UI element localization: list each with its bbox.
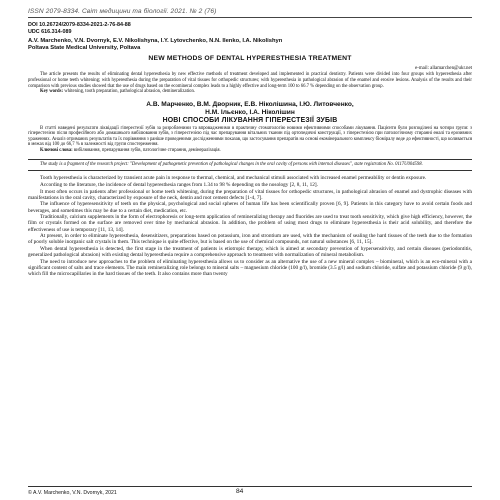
body-paragraph: It most often occurs in patients after professional or home teeth whitening, during the preparation of vital tissues for orthopedic structures, in pathological abrasion of enamel and dystrophic diseases with manifestations in the oral cavity, characterized by exposure of the neck, dentin and root cement defects [1-4, 7]. [28, 188, 472, 201]
body-paragraph: Traditionally, calcium supplements in the form of electrophoresis or long-term application of remineralizing therapy and fluorides are used to treat tooth sensitivity, which give high efficiency, however, the film or crystals formed on the surface are removed over time by mechanical abrasion. In addition, the problem of using most drugs to eliminate hyperesthesia is their acid solubility, and therefore the effectiveness of use is temporary [11, 13, 14]. [28, 214, 472, 233]
journal-header: ISSN 2079-8334. Світ медицини та біології. 2021. № 2 (76) [28, 8, 217, 15]
authors-ukrainian [28, 101, 472, 117]
article-title-ua: НОВІ СПОСОБИ ЛІКУВАННЯ ГІПЕРЕСТЕЗІЇ ЗУБІВ [162, 117, 338, 125]
authors-english [28, 38, 472, 52]
udc-line: UDC 616.314-089 [28, 29, 72, 35]
doi-line: DOI 10.26724/2079-8334-2021-2-76-84-88 [28, 22, 131, 28]
contact-email: e-mail: allamarchen@ukr.net [415, 66, 472, 72]
keywords-ukrainian [28, 148, 472, 154]
footer-rule [28, 486, 472, 487]
article-title-en: NEW METHODS OF DENTAL HYPERESTHESIA TREATMENT [148, 55, 352, 63]
keywords-text-en: whitening, tooth preparation, pathological abrasion, demineralization. [64, 89, 196, 95]
author-list-ua-line1: А.В. Марченко, В.М. Дворник, Е.В. Ніколішина, І.Ю. Литовченко, [146, 100, 354, 108]
article-page [28, 8, 472, 496]
abstract-ukrainian: В статті наведені результати ліквідації гіперестезії зубів за розробленими та впровадженими в практичну стоматологію новими ефективними способами лікування. Пацієнти були розподілені на чотири групи: з гіперестезією після професійного або домашнього вибілювання зубів, з гіперестезією під час препарування вітальних тканин під ортопедичні конструкції, з гіперестезією при патологічному стиранні емалі та ерозивних ураженнях. Аналіз отриманих результатів та їх порівняння з раніше проведеними дослідженнями показав, що застосування препаратів на основі екомінерального комплексу біоміралу веде до ефективності, що коливається в межах від 100 до 66,7 % в залежності від групи спостереження. [28, 125, 472, 148]
header-rule [28, 17, 472, 18]
body-paragraph: According to the literature, the incidence of dental hyperesthesia ranges from 1.34 to 98 % depending on the nosology [2, 8, 11, 12]. [40, 181, 318, 188]
page-footer [28, 486, 472, 496]
article-body [28, 175, 472, 277]
keywords-label-en: Key words: [40, 89, 64, 95]
body-paragraph: Tooth hyperesthesia is characterized by transient acute pain in response to thermal, chemical, and mechanical stimuli associated with increased enamel permeability or dentin exposure. [40, 175, 427, 182]
body-paragraph: The influence of hyperesensitivity of teeth on the physical, psychological and social spheres of human life has been scientifically proven [6, 9]. Patients in this category have to avoid certain foods and beverages, and sometimes this may be due to a certain diet, medication, etc. [28, 201, 472, 214]
keywords-text-ua: вибілювання, препарування зубів, патологічне стирання, демінералізація. [73, 148, 221, 154]
article-identifiers [28, 22, 472, 36]
page-number: 84 [236, 488, 244, 495]
keywords-label-ua: Ключові слова: [40, 148, 73, 154]
keywords-english [28, 89, 472, 95]
body-paragraph: When dental hyperesthesia is detected, the first stage in the treatment of patients is etiotropic therapy, which is aimed at secondary prevention of hypersensitivity, and certain diseases (periodontitis, generalized pathological abrasion) with existing dental hyperesthesia require a comprehensive approach to treatment with normalization of mineral metabolism. [28, 245, 472, 259]
affiliation-en: Poltava State Medical University, Poltava [28, 45, 141, 52]
author-list-en: A.V. Marchenko, V.N. Dvornyk, E.V. Nikolishyna, I.Y. Lytovchenko, N.N. Ilenko, I.A. Nikolishyn [28, 38, 283, 44]
body-paragraph: At present, in order to eliminate hyperesthesia, desensitizers, preparations based on potassium, iron and strontium are used, with the mechanism of sealing the hard tissues of the teeth due to the formation of poorly soluble inorganic salt crystals in them. This technique is quite effective, but is based on the use of chemical compounds, not natural substances [6, 11, 15]. [28, 233, 472, 246]
abstract-english: The article presents the results of eliminating dental hyperesthesia by new effective methods of treatment developed and implemented in practical dentistry. Patients were divided into four groups with hyperesthesia after professional or home teeth whitening; with hyperesthesia during the preparation of vital tissues for orthopedic structures; with hyperesthesia in pathological abrasion of the enamel and erosive lesions. Analysis of the results and their comparison with previous studies showed that the use of drugs based on the ecomineral complex leads to a highly effective and long-term 100 to 66.7 % depending on the observation group. [28, 72, 472, 89]
author-list-ua-line2: Н.М. Ільєнко, І.А. Ніколішин [205, 108, 295, 116]
body-paragraph: The need to introduce new approaches to the problem of eliminating hyperesthesia allows us to consider as an alternative the use of a new mineral complex – biomineral, which is an eco-mineral with a significant content of salts and trace elements. The main remineralizing role belongs to mineral salts – magnesium chloride (100 g/l), bromide (3.5 g/l) and sodium chloride, sulfate and potassium chloride (9 g/l), which fill the microcapillaries in the hard tissues of the teeth. It also contains more than twenty [28, 258, 472, 278]
copyright-notice: © A.V. Marchenko, V.N. Dvornyk, 2021 [28, 490, 117, 496]
research-project-note: The study is a fragment of the research project: "Development of pathogenetic prevention of pathological changes in the oral cavity of persons with internal diseases", state registration No. 0117U004598. [28, 159, 472, 172]
